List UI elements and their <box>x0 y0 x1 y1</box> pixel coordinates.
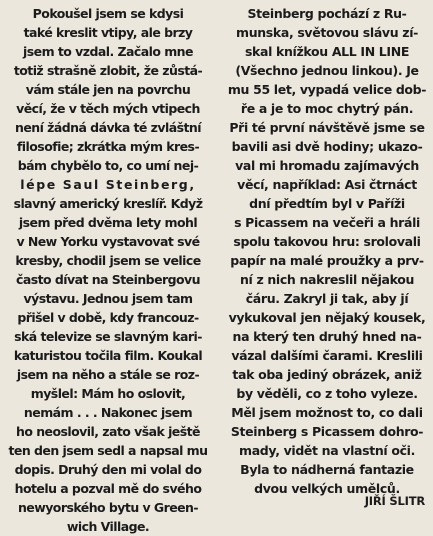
text-line: jsem před dvěma lety mohl <box>18 215 198 230</box>
text-line: také kreslit vtipy, ale brzy <box>23 25 193 40</box>
text-line: nemám . . . Nakonec jsem <box>23 405 193 420</box>
text-line: vykukoval jen nějaký kousek, <box>228 310 426 325</box>
text-line: ho neoslovil, zato však ještě <box>16 424 200 439</box>
text-line: s Picassem na večeři a hráli <box>234 215 420 230</box>
text-line: wich Village. <box>66 519 150 534</box>
text-line: mu 55 let, vypadá velice dob- <box>227 82 427 97</box>
text-line: Při té první návštěvě jsme se <box>229 120 425 135</box>
text-line: jsem na něho a stále se roz- <box>16 367 200 382</box>
text-line: munska, světovou slávu zí- <box>236 25 418 40</box>
text-line: val mi hromadu zajímavých <box>235 158 419 173</box>
text-column-right <box>222 4 432 498</box>
text-line: (Všechno jednou linkou). Je <box>235 63 419 78</box>
text-line: Steinberg s Picassem dohro- <box>230 424 424 439</box>
text-line: dopis. Druhý den mi volal do <box>14 462 202 477</box>
text-line: mady, vidět na vlastní oči. <box>239 443 415 458</box>
text-line: skal knížkou ALL IN LINE <box>244 44 410 59</box>
text-line: Steinberg pochází z Ru- <box>247 6 407 21</box>
author-signature: JIŘÍ ŠLITR <box>364 494 425 508</box>
text-line: slavný americký kreslíř. Když <box>13 196 203 211</box>
text-line: dvou velkých umělců. <box>254 481 400 496</box>
text-line: dní předtím byl v Paříži <box>249 196 405 211</box>
text-line-name: lépe Saul Steinberg, <box>20 177 196 192</box>
text-line: spolu takovou hru: srolovali <box>233 234 421 249</box>
text-line: Měl jsem možnost to, co dali <box>231 405 423 420</box>
text-column-left <box>3 4 213 536</box>
text-line: ten den jsem sedl a napsal mu <box>8 443 208 458</box>
text-line: newyorského bytu v Green- <box>17 500 199 515</box>
text-line: bám chybělo to, co umí nej- <box>17 158 199 173</box>
text-line: bavili asi dvě hodiny; ukazo- <box>231 139 423 154</box>
text-line: katuristou točila film. Koukal <box>13 348 203 363</box>
text-line: kresby, chodil jsem se velice <box>15 253 201 268</box>
text-line: vám stále jen na povrchu <box>25 82 191 97</box>
text-line: ní z nich nakreslil nějakou <box>239 272 415 287</box>
text-line: tak oba jediný obrázek, aniž <box>232 367 422 382</box>
text-line: filosofie; zkrátka mým kres- <box>16 139 200 154</box>
text-line: hotelu a pozval mě do svého <box>14 481 202 496</box>
text-line: Pokoušel jsem se kdysi <box>32 6 184 21</box>
text-line: čáru. Zakryl ji tak, aby jí <box>245 291 409 306</box>
text-line: vázal dalšími čarami. Kreslili <box>231 348 423 363</box>
text-line: často dívat na Steinbergovu <box>16 272 200 287</box>
text-line: by věděli, co z toho vyleze. <box>236 386 418 401</box>
text-line: jsem to vzdal. Začalo mne <box>23 44 193 59</box>
text-line: ře a je to moc chytrý pán. <box>240 101 414 116</box>
text-line: ská televize se slavným kari- <box>14 329 202 344</box>
text-line: věcí, například: Asi čtrnáct <box>237 177 417 192</box>
text-line: na který ten druhý hned na- <box>232 329 422 344</box>
text-line: totiž strašně zlobit, že zůstá- <box>13 63 203 78</box>
text-line: přišel v době, kdy francouz- <box>17 310 199 325</box>
text-line: výstavu. Jednou jsem tam <box>23 291 193 306</box>
text-line: v New Yorku vystavovat své <box>16 234 200 249</box>
text-line: věcí, že v těch mých vtipech <box>16 101 200 116</box>
text-line: myšlel: Mám ho oslovit, <box>30 386 186 401</box>
text-line: není žádná dávka té zvláštní <box>14 120 202 135</box>
text-line: papír na malé proužky a prv- <box>230 253 424 268</box>
text-line: Byla to nádherná fantazie <box>240 462 414 477</box>
